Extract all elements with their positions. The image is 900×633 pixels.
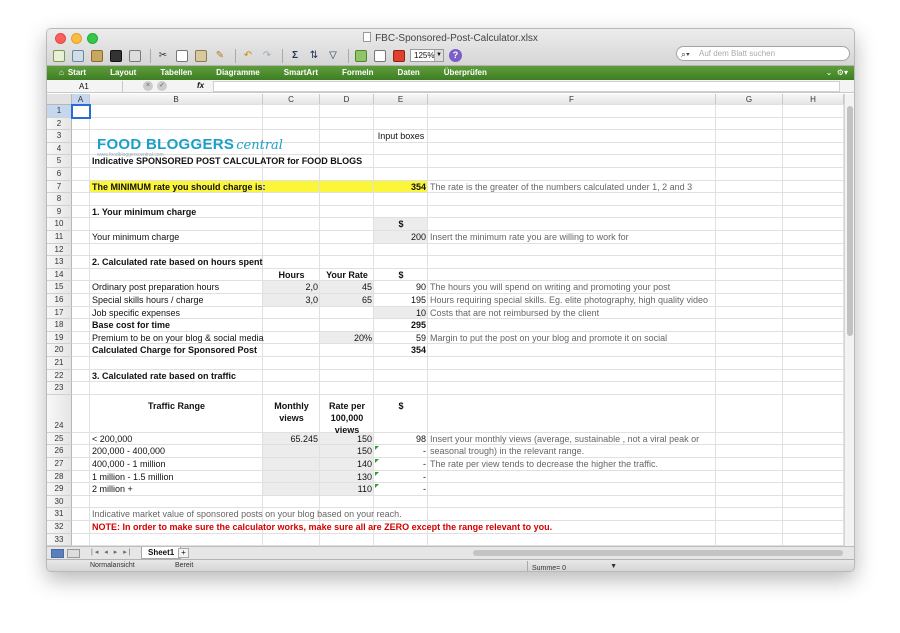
- sigma-icon: Σ: [291, 50, 298, 61]
- traffic-row-range[interactable]: 200,000 - 400,000: [92, 446, 166, 457]
- cancel-formula-icon[interactable]: ×: [143, 81, 153, 91]
- document-icon: [363, 32, 371, 42]
- new-document-button[interactable]: [51, 48, 67, 64]
- traffic-range-header[interactable]: Traffic Range: [147, 401, 205, 412]
- save-icon: [110, 50, 122, 62]
- sheet-search-input[interactable]: [676, 46, 850, 61]
- tab-layout[interactable]: Layout: [110, 68, 137, 77]
- traffic-row-range[interactable]: 400,000 - 1 million: [92, 459, 166, 469]
- column-header-c[interactable]: C: [263, 94, 320, 105]
- copy-button[interactable]: [174, 48, 190, 64]
- grid-row-line: [72, 104, 844, 105]
- monthly-views-header-line2[interactable]: views: [279, 413, 304, 424]
- row-header-24[interactable]: 24: [47, 395, 72, 433]
- title-toolbar: [47, 29, 854, 66]
- ready-status: Bereit: [175, 562, 194, 569]
- row-header-9[interactable]: 9: [47, 206, 72, 219]
- row-header-8[interactable]: 8: [47, 193, 72, 206]
- toolbar-separator: [282, 49, 283, 63]
- logo-line2: central: [236, 138, 283, 153]
- section1-currency[interactable]: $: [398, 219, 404, 230]
- tab-formulas[interactable]: Formeln: [341, 68, 374, 77]
- toolbox-button[interactable]: [391, 48, 407, 64]
- hours-row-value[interactable]: 195: [410, 295, 426, 305]
- help-button[interactable]: ?: [449, 49, 462, 62]
- min-charge-label[interactable]: Your minimum charge: [92, 232, 180, 242]
- section2-currency[interactable]: $: [398, 269, 404, 280]
- toolbar-separator: [348, 49, 349, 63]
- status-bar: [47, 559, 854, 572]
- row-header-18[interactable]: 18: [47, 319, 72, 332]
- paste-button[interactable]: [193, 48, 209, 64]
- row-header-2[interactable]: 2: [47, 118, 72, 131]
- format-painter-button[interactable]: [212, 48, 228, 64]
- your-rate-header[interactable]: Your Rate: [326, 269, 368, 280]
- section3-currency[interactable]: $: [398, 401, 404, 412]
- premium-note[interactable]: Margin to put the post on your blog and promote it on social: [430, 332, 668, 343]
- filter-icon: ▽: [329, 50, 337, 61]
- logo-url: www.foodbloggerscentral.com: [97, 152, 164, 158]
- print-icon: [129, 50, 141, 62]
- spreadsheet-grid[interactable]: [47, 94, 844, 546]
- row-header-16[interactable]: 16: [47, 294, 72, 307]
- formula-warning-indicator: [375, 459, 379, 463]
- hours-header[interactable]: Hours: [278, 269, 305, 280]
- traffic-row-rate[interactable]: 150: [356, 433, 372, 444]
- hours-row-note[interactable]: Hours requiring special skills. Eg. elite photography, high quality video: [430, 295, 708, 305]
- row-header-33[interactable]: 33: [47, 534, 72, 546]
- filter-button[interactable]: [325, 48, 341, 64]
- sheet-nav-arrows[interactable]: |◂ ◂ ▸ ▸|: [91, 549, 133, 556]
- grid-column-line: [782, 105, 783, 546]
- undo-button[interactable]: [240, 48, 256, 64]
- min-charge-note[interactable]: Insert the minimum rate you are willing to work for: [430, 232, 629, 242]
- new-document-icon: [53, 50, 65, 62]
- sum-value: Summe= 0: [532, 565, 567, 572]
- chevron-down-icon: ▼: [434, 50, 443, 61]
- traffic-row-views[interactable]: [263, 458, 320, 471]
- vertical-scrollbar[interactable]: [844, 94, 855, 546]
- main-title[interactable]: Indicative SPONSORED POST CALCULATOR for FOOD BLOGS: [92, 156, 363, 167]
- cut-button[interactable]: [155, 48, 171, 64]
- traffic-row-value[interactable]: -: [423, 459, 426, 469]
- hours-row-note[interactable]: The hours you will spend on writing and promoting your post: [430, 282, 671, 293]
- templates-icon: [72, 50, 84, 62]
- window-title: [47, 32, 854, 44]
- templates-button[interactable]: [70, 48, 86, 64]
- redo-icon: ↷: [262, 50, 272, 61]
- base-cost-label[interactable]: Base cost for time: [92, 320, 171, 331]
- tab-review[interactable]: Überprüfen: [443, 68, 487, 77]
- row-header-25[interactable]: 25: [47, 433, 72, 446]
- row-header-15[interactable]: 15: [47, 281, 72, 294]
- row-header-19[interactable]: 19: [47, 332, 72, 345]
- section1-title[interactable]: 1. Your minimum charge: [92, 206, 197, 217]
- formula-input[interactable]: [213, 81, 840, 92]
- paste-icon: [195, 50, 207, 62]
- row-header-14[interactable]: 14: [47, 269, 72, 282]
- view-mode-label: Normalansicht: [90, 562, 135, 569]
- row-header-22[interactable]: 22: [47, 370, 72, 383]
- ribbon-options-icon[interactable]: ⌄ ⚙▾: [825, 68, 848, 77]
- formula-builder-button[interactable]: [353, 48, 369, 64]
- row-header-30[interactable]: 30: [47, 496, 72, 509]
- hours-row-hours[interactable]: 3,0: [305, 295, 318, 305]
- grid-row-line: [72, 394, 844, 395]
- hours-row-value[interactable]: 90: [415, 282, 426, 293]
- row-header-23[interactable]: 23: [47, 382, 72, 395]
- row-header-21[interactable]: 21: [47, 357, 72, 370]
- sort-icon: ⇅: [309, 50, 319, 61]
- hours-row-rate[interactable]: 45: [361, 282, 372, 293]
- save-button[interactable]: [108, 48, 124, 64]
- tab-sheet1[interactable]: Sheet1: [141, 547, 181, 559]
- open-button[interactable]: [89, 48, 105, 64]
- traffic-row-range[interactable]: 1 million - 1.5 million: [92, 471, 174, 482]
- traffic-row-range[interactable]: < 200,000: [92, 433, 133, 444]
- row-header-1[interactable]: 1: [47, 105, 72, 118]
- row-header-10[interactable]: 10: [47, 218, 72, 231]
- redo-button[interactable]: [259, 48, 275, 64]
- formula-bar: [47, 80, 854, 93]
- hours-row-label[interactable]: Special skills hours / charge: [92, 295, 204, 305]
- traffic-note-3[interactable]: The rate per view tends to decrease the higher the traffic.: [430, 459, 658, 469]
- sheet-tabs-bar: [47, 546, 854, 559]
- calculated-charge-value[interactable]: 354: [410, 345, 426, 356]
- row-header-6[interactable]: 6: [47, 168, 72, 181]
- insert-function-button[interactable]: fx: [197, 81, 205, 90]
- row-header-32[interactable]: 32: [47, 521, 72, 534]
- formula-warning-indicator: [375, 472, 379, 476]
- search-placeholder: Auf dem Blatt suchen: [699, 49, 776, 58]
- row-header-4[interactable]: 4: [47, 143, 72, 156]
- min-rate-note[interactable]: The rate is the greater of the numbers calculated under 1, 2 and 3: [430, 181, 693, 192]
- column-header-h[interactable]: H: [783, 94, 844, 105]
- section3-title[interactable]: 3. Calculated rate based on traffic: [92, 370, 237, 381]
- tab-charts[interactable]: Diagramme: [216, 68, 260, 77]
- row-header-12[interactable]: 12: [47, 244, 72, 257]
- traffic-row-range[interactable]: 2 million +: [92, 484, 133, 495]
- hours-row-rate[interactable]: [320, 307, 374, 320]
- normal-view-button[interactable]: [51, 549, 64, 558]
- base-cost-value[interactable]: 295: [410, 320, 426, 331]
- column-header-e[interactable]: E: [374, 94, 428, 105]
- tab-data[interactable]: Daten: [397, 68, 420, 77]
- row-header-13[interactable]: 13: [47, 256, 72, 269]
- column-header-d[interactable]: D: [320, 94, 374, 105]
- tab-tables[interactable]: Tabellen: [160, 68, 193, 77]
- grid-row-line: [72, 117, 844, 118]
- undo-icon: ↶: [243, 50, 253, 61]
- food-bloggers-central-logo: [97, 136, 283, 158]
- vertical-scroll-thumb[interactable]: [847, 106, 853, 336]
- row-header-29[interactable]: 29: [47, 483, 72, 496]
- toolbox-icon: [393, 50, 405, 62]
- add-sheet-button[interactable]: +: [178, 548, 189, 558]
- hours-row-hours[interactable]: [263, 307, 320, 320]
- grid-row-line: [72, 129, 844, 130]
- min-rate-value[interactable]: 354: [410, 181, 426, 192]
- folder-icon: [91, 50, 103, 62]
- hours-row-label[interactable]: Job specific expenses: [92, 307, 181, 318]
- row-header-31[interactable]: 31: [47, 508, 72, 521]
- select-all-corner[interactable]: [47, 94, 72, 105]
- row-header-7[interactable]: 7: [47, 181, 72, 194]
- column-header-g[interactable]: G: [716, 94, 783, 105]
- tab-start[interactable]: ⌂ Start: [47, 66, 98, 80]
- input-boxes-label[interactable]: Input boxes: [377, 131, 425, 142]
- row-header-28[interactable]: 28: [47, 471, 72, 484]
- zoom-select[interactable]: [410, 49, 444, 62]
- row-header-20[interactable]: 20: [47, 344, 72, 357]
- calculated-charge-label[interactable]: Calculated Charge for Sponsored Post: [92, 345, 258, 356]
- traffic-row-value[interactable]: -: [423, 484, 426, 495]
- ribbon-tabs: [47, 66, 854, 80]
- search-icon: ⌕▾: [681, 49, 690, 59]
- traffic-row-views[interactable]: [263, 471, 320, 484]
- gallery-button[interactable]: [372, 48, 388, 64]
- sum-dropdown[interactable]: [527, 561, 619, 572]
- column-header-f[interactable]: F: [428, 94, 716, 105]
- hours-row-value[interactable]: 10: [415, 307, 426, 318]
- row-header-5[interactable]: 5: [47, 155, 72, 168]
- rate-per-views-header-line3[interactable]: views: [334, 425, 360, 436]
- window-title-text: FBC-Sponsored-Post-Calculator.xlsx: [375, 33, 538, 44]
- toolbar-separator: [150, 49, 151, 63]
- min-charge-value[interactable]: 200: [410, 232, 426, 242]
- traffic-row-views[interactable]: 65.245: [290, 433, 318, 444]
- column-header-a[interactable]: A: [72, 94, 90, 105]
- hours-row-rate[interactable]: 65: [361, 295, 372, 305]
- page-layout-view-button[interactable]: [67, 549, 80, 558]
- gallery-icon: [374, 50, 386, 62]
- traffic-row-value[interactable]: 98: [415, 433, 426, 444]
- paintbrush-icon: ✎: [215, 50, 225, 61]
- copy-icon: [176, 50, 188, 62]
- rate-per-views-header-line2[interactable]: 100,000: [330, 413, 364, 424]
- hours-row-hours[interactable]: 2,0: [305, 282, 318, 293]
- traffic-row-rate[interactable]: 140: [356, 459, 372, 469]
- premium-label[interactable]: Premium to be on your blog & social media: [92, 332, 264, 343]
- rate-per-views-header[interactable]: Rate per: [328, 401, 365, 412]
- print-button[interactable]: [127, 48, 143, 64]
- min-rate-label[interactable]: The MINIMUM rate you should charge is:: [92, 181, 266, 192]
- fx-icon: [355, 50, 367, 62]
- chevron-down-icon: ▼: [610, 563, 617, 570]
- row-header-3[interactable]: 3: [47, 130, 72, 143]
- logo-line1: FOOD BLOGGERS: [97, 136, 235, 153]
- market-value-note[interactable]: Indicative market value of sponsored posts on your blog based on your reach.: [92, 509, 402, 520]
- hours-row-label[interactable]: Ordinary post preparation hours: [92, 282, 220, 293]
- excel-window: [46, 28, 855, 572]
- traffic-note-1[interactable]: Insert your monthly views (average, sustainable , not a viral peak or: [430, 433, 700, 444]
- horizontal-scrollbar[interactable]: [473, 550, 843, 556]
- traffic-row-views[interactable]: [263, 483, 320, 496]
- traffic-row-rate[interactable]: 110: [357, 484, 372, 495]
- monthly-views-header[interactable]: Monthly: [274, 401, 309, 412]
- formula-warning-indicator: [375, 484, 379, 488]
- section2-title[interactable]: 2. Calculated rate based on hours spent: [92, 257, 263, 268]
- sort-button[interactable]: [306, 48, 322, 64]
- scissors-icon: ✂: [158, 50, 168, 61]
- toolbar-separator: [235, 49, 236, 63]
- confirm-formula-icon[interactable]: ✓: [157, 81, 167, 91]
- name-box[interactable]: A1: [71, 81, 123, 92]
- row-header-17[interactable]: 17: [47, 307, 72, 320]
- traffic-row-views[interactable]: [263, 445, 320, 458]
- traffic-row-value[interactable]: -: [423, 471, 426, 482]
- zero-warning-note[interactable]: NOTE: In order to make sure the calculator works, make sure all are ZERO except the range relevant to you.: [92, 522, 553, 532]
- row-header-27[interactable]: 27: [47, 458, 72, 471]
- hours-row-note[interactable]: Costs that are not reimbursed by the client: [430, 307, 600, 318]
- selected-cell-a1[interactable]: [71, 104, 91, 119]
- tab-smartart[interactable]: SmartArt: [283, 68, 318, 77]
- grid-column-line: [715, 105, 716, 546]
- autosum-button[interactable]: [287, 48, 303, 64]
- traffic-row-rate[interactable]: 130: [356, 471, 372, 482]
- traffic-note-2[interactable]: seasonal trough) in the relevant range.: [430, 446, 585, 457]
- column-header-b[interactable]: B: [90, 94, 263, 105]
- row-header-26[interactable]: 26: [47, 445, 72, 458]
- premium-value[interactable]: 59: [415, 332, 426, 343]
- traffic-row-value[interactable]: -: [423, 446, 426, 457]
- premium-percent[interactable]: 20%: [353, 332, 372, 343]
- standard-toolbar: [51, 46, 462, 65]
- row-header-11[interactable]: 11: [47, 231, 72, 244]
- zoom-value: 125%: [414, 51, 435, 60]
- traffic-row-rate[interactable]: 150: [356, 446, 372, 457]
- formula-warning-indicator: [375, 446, 379, 450]
